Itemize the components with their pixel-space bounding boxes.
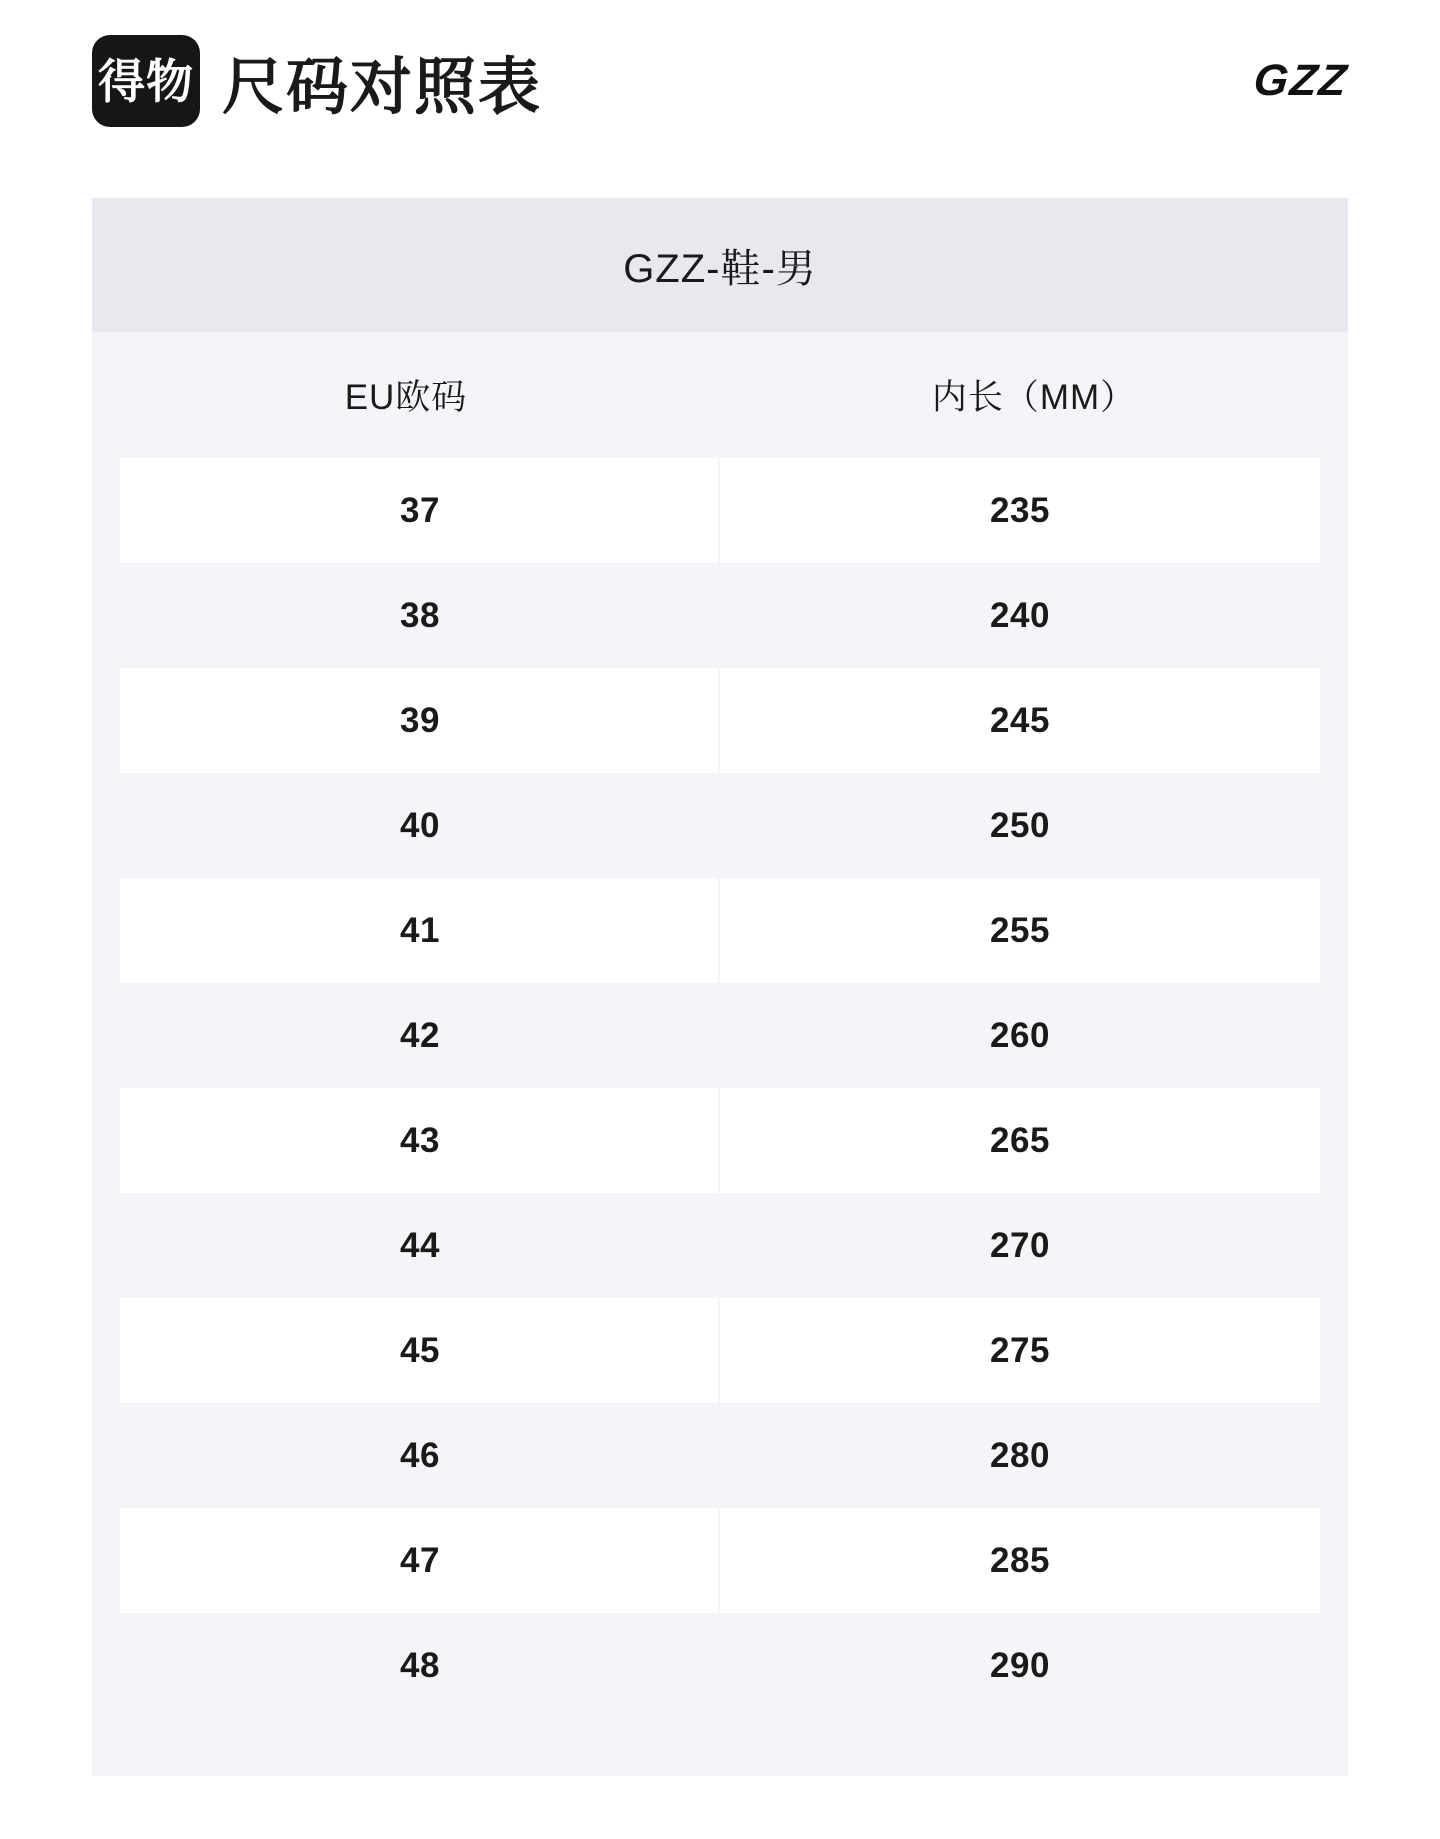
column-header-eu: EU欧码 bbox=[344, 378, 468, 417]
cell-eu-size: 37 bbox=[120, 458, 720, 563]
table-row bbox=[120, 1403, 1320, 1508]
table-row bbox=[120, 1298, 1320, 1403]
cell-eu-size: 44 bbox=[400, 1225, 440, 1265]
table-row bbox=[120, 983, 1320, 1088]
cell-eu-size: 43 bbox=[120, 1088, 720, 1193]
table-row bbox=[120, 563, 1320, 668]
cell-eu-size: 45 bbox=[120, 1298, 720, 1403]
gzz-brand-logo: GZZ bbox=[1251, 56, 1351, 105]
size-table-card bbox=[92, 198, 1348, 1776]
cell-inner-length: 255 bbox=[990, 910, 1050, 950]
table-row bbox=[120, 668, 1320, 773]
cell-eu-size: 41 bbox=[120, 878, 720, 983]
table-row bbox=[120, 878, 1320, 983]
brand-logo-badge bbox=[92, 35, 200, 127]
table-row bbox=[120, 1193, 1320, 1298]
cell-eu-size: 48 bbox=[400, 1645, 440, 1685]
table-title: GZZ-鞋-男 bbox=[92, 198, 1348, 332]
cell-eu-size: 39 bbox=[120, 668, 720, 773]
cell-eu-size: 42 bbox=[400, 1015, 440, 1055]
page-title: 尺码对照表 bbox=[222, 52, 543, 122]
cell-inner-length: 260 bbox=[990, 1015, 1050, 1055]
table-row bbox=[120, 1508, 1320, 1613]
brand-logo-text: 得物 bbox=[98, 54, 194, 108]
table-row bbox=[120, 1088, 1320, 1193]
cell-inner-length: 290 bbox=[990, 1645, 1050, 1685]
cell-inner-length: 280 bbox=[990, 1435, 1050, 1475]
cell-inner-length: 265 bbox=[990, 1120, 1050, 1160]
cell-eu-size: 40 bbox=[400, 805, 440, 845]
cell-eu-size: 47 bbox=[120, 1508, 720, 1613]
cell-inner-length: 275 bbox=[990, 1330, 1050, 1370]
cell-inner-length: 250 bbox=[990, 805, 1050, 845]
table-row bbox=[120, 1613, 1320, 1718]
page-header bbox=[92, 26, 1351, 136]
table-header-row bbox=[92, 332, 1348, 458]
cell-inner-length: 245 bbox=[990, 700, 1050, 740]
table-row bbox=[120, 458, 1320, 563]
cell-eu-size: 38 bbox=[400, 595, 440, 635]
cell-inner-length: 240 bbox=[990, 595, 1050, 635]
table-body bbox=[92, 458, 1348, 1718]
column-header-length: 内长（MM） bbox=[931, 378, 1137, 417]
cell-inner-length: 285 bbox=[990, 1540, 1050, 1580]
cell-inner-length: 235 bbox=[990, 490, 1050, 530]
table-row bbox=[120, 773, 1320, 878]
cell-inner-length: 270 bbox=[990, 1225, 1050, 1265]
cell-eu-size: 46 bbox=[400, 1435, 440, 1475]
